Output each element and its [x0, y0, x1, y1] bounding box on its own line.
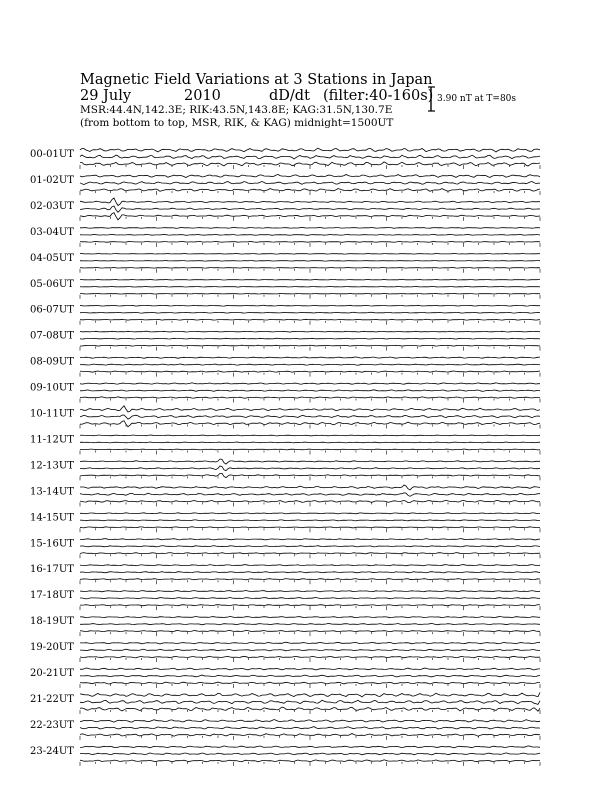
- trace-RIK: [80, 493, 540, 497]
- trace-row-07-08UT: [30, 331, 540, 351]
- order-note: (from bottom to top, MSR, RIK, & KAG) midnight=1500UT: [80, 117, 394, 129]
- scale-bar-label: 3.90 nT at T=80s: [437, 94, 517, 104]
- trace-MSR: [80, 605, 540, 606]
- trace-MSR: [80, 579, 540, 580]
- trace-row-18-19UT: [30, 616, 540, 636]
- trace-KAG: [80, 746, 540, 748]
- row-label: 06-07UT: [30, 304, 74, 316]
- date-year-text: 2010: [184, 88, 221, 104]
- trace-MSR: [80, 449, 540, 450]
- trace-KAG: [80, 692, 540, 697]
- trace-RIK: [80, 338, 540, 339]
- trace-KAG: [80, 406, 540, 412]
- trace-MSR: [80, 553, 540, 554]
- trace-row-12-13UT: [30, 459, 540, 480]
- trace-RIK: [80, 206, 540, 212]
- trace-MSR: [80, 371, 540, 372]
- row-label: 13-14UT: [30, 486, 74, 498]
- row-label: 11-12UT: [30, 434, 74, 446]
- trace-MSR: [80, 189, 540, 192]
- trace-KAG: [80, 435, 540, 436]
- trace-KAG: [80, 642, 540, 644]
- trace-KAG: [80, 459, 540, 464]
- row-label: 20-21UT: [30, 668, 74, 679]
- trace-row-00-01UT: [30, 148, 540, 169]
- row-label: 15-16UT: [30, 538, 74, 550]
- trace-RIK: [80, 727, 540, 729]
- trace-row-21-22UT: [30, 692, 540, 714]
- trace-RIK: [80, 364, 540, 365]
- trace-KAG: [80, 227, 540, 228]
- trace-RIK: [80, 753, 540, 755]
- trace-RIK: [80, 675, 540, 677]
- trace-KAG: [80, 357, 540, 358]
- trace-KAG: [80, 305, 540, 306]
- trace-row-15-16UT: [30, 538, 540, 558]
- trace-KAG: [80, 513, 540, 514]
- trace-row-01-02UT: [30, 174, 540, 195]
- row-label: 19-20UT: [30, 642, 74, 654]
- row-label: 14-15UT: [30, 512, 74, 524]
- row-label: 10-11UT: [30, 408, 74, 420]
- row-label: 07-08UT: [30, 330, 74, 342]
- trace-RIK: [80, 182, 540, 185]
- trace-RIK: [80, 390, 540, 392]
- trace-KAG: [80, 539, 540, 540]
- trace-row-10-11UT: [30, 406, 540, 429]
- trace-RIK: [80, 286, 540, 287]
- trace-RIK: [80, 624, 540, 625]
- trace-row-16-17UT: [30, 564, 540, 584]
- trace-MSR: [80, 397, 540, 398]
- trace-MSR: [80, 268, 540, 269]
- row-label: 18-19UT: [30, 616, 74, 628]
- trace-KAG: [80, 331, 540, 332]
- trace-row-14-15UT: [30, 512, 540, 532]
- trace-KAG: [80, 198, 540, 206]
- trace-row-17-18UT: [30, 590, 540, 610]
- trace-RIK: [80, 649, 540, 651]
- row-label: 09-10UT: [30, 382, 74, 394]
- trace-row-06-07UT: [30, 305, 540, 325]
- trace-RIK: [80, 572, 540, 573]
- trace-row-11-12UT: [30, 434, 540, 454]
- trace-row-22-23UT: [30, 720, 540, 740]
- trace-MSR: [80, 734, 540, 737]
- trace-RIK: [80, 415, 540, 419]
- quantity-label: dD/dt: [269, 88, 310, 104]
- trace-KAG: [80, 148, 540, 152]
- row-label: 08-09UT: [30, 356, 74, 368]
- trace-MSR: [80, 241, 540, 242]
- trace-RIK: [80, 700, 540, 704]
- trace-KAG: [80, 668, 540, 670]
- row-label: 05-06UT: [30, 278, 74, 290]
- trace-row-03-04UT: [30, 227, 540, 247]
- trace-MSR: [80, 293, 540, 294]
- trace-KAG: [80, 485, 540, 490]
- trace-MSR: [80, 345, 540, 346]
- trace-RIK: [80, 598, 540, 599]
- row-label: 16-17UT: [30, 564, 74, 576]
- trace-row-13-14UT: [30, 485, 540, 506]
- stations-line: MSR:44.4N,142.3E; RIK:43.5N,143.8E; KAG:31.5N,130.7E: [80, 104, 393, 116]
- trace-KAG: [80, 720, 540, 723]
- trace-row-19-20UT: [30, 642, 540, 662]
- row-label: 02-03UT: [30, 200, 74, 212]
- trace-row-02-03UT: [30, 198, 540, 221]
- trace-MSR: [80, 319, 540, 320]
- row-label: 04-05UT: [30, 252, 74, 264]
- trace-MSR: [80, 500, 540, 502]
- row-label: 00-01UT: [30, 149, 74, 160]
- trace-KAG: [80, 383, 540, 384]
- trace-KAG: [80, 254, 540, 255]
- trace-KAG: [80, 616, 540, 617]
- trace-row-23-24UT: [30, 746, 540, 766]
- row-label: 17-18UT: [30, 590, 74, 602]
- row-label: 22-23UT: [30, 719, 74, 731]
- trace-KAG: [80, 591, 540, 592]
- row-label: 23-24UT: [30, 745, 74, 757]
- trace-MSR: [80, 630, 540, 631]
- trace-RIK: [80, 155, 540, 159]
- trace-RIK: [80, 234, 540, 235]
- trace-KAG: [80, 174, 540, 177]
- row-label: 12-13UT: [30, 460, 74, 472]
- trace-RIK: [80, 520, 540, 521]
- trace-row-05-06UT: [30, 279, 540, 299]
- filter-label: (filter:40-160s): [323, 88, 434, 104]
- trace-row-04-05UT: [30, 253, 540, 273]
- trace-RIK: [80, 466, 540, 471]
- chart-title: Magnetic Field Variations at 3 Stations in Japan: [80, 72, 433, 88]
- trace-MSR: [80, 527, 540, 528]
- row-label: 01-02UT: [30, 174, 74, 186]
- trace-row-08-09UT: [30, 357, 540, 377]
- trace-row-09-10UT: [30, 383, 540, 403]
- trace-KAG: [80, 279, 540, 280]
- trace-RIK: [80, 442, 540, 443]
- trace-row-20-21UT: [30, 668, 540, 688]
- trace-MSR: [80, 682, 540, 684]
- trace-KAG: [80, 565, 540, 566]
- trace-RIK: [80, 546, 540, 547]
- trace-MSR: [80, 656, 540, 658]
- row-label: 21-22UT: [30, 693, 74, 705]
- date-day: 29 July: [80, 88, 132, 104]
- trace-MSR: [80, 760, 540, 762]
- trace-RIK: [80, 312, 540, 313]
- trace-RIK: [80, 261, 540, 262]
- row-label: 03-04UT: [30, 226, 74, 238]
